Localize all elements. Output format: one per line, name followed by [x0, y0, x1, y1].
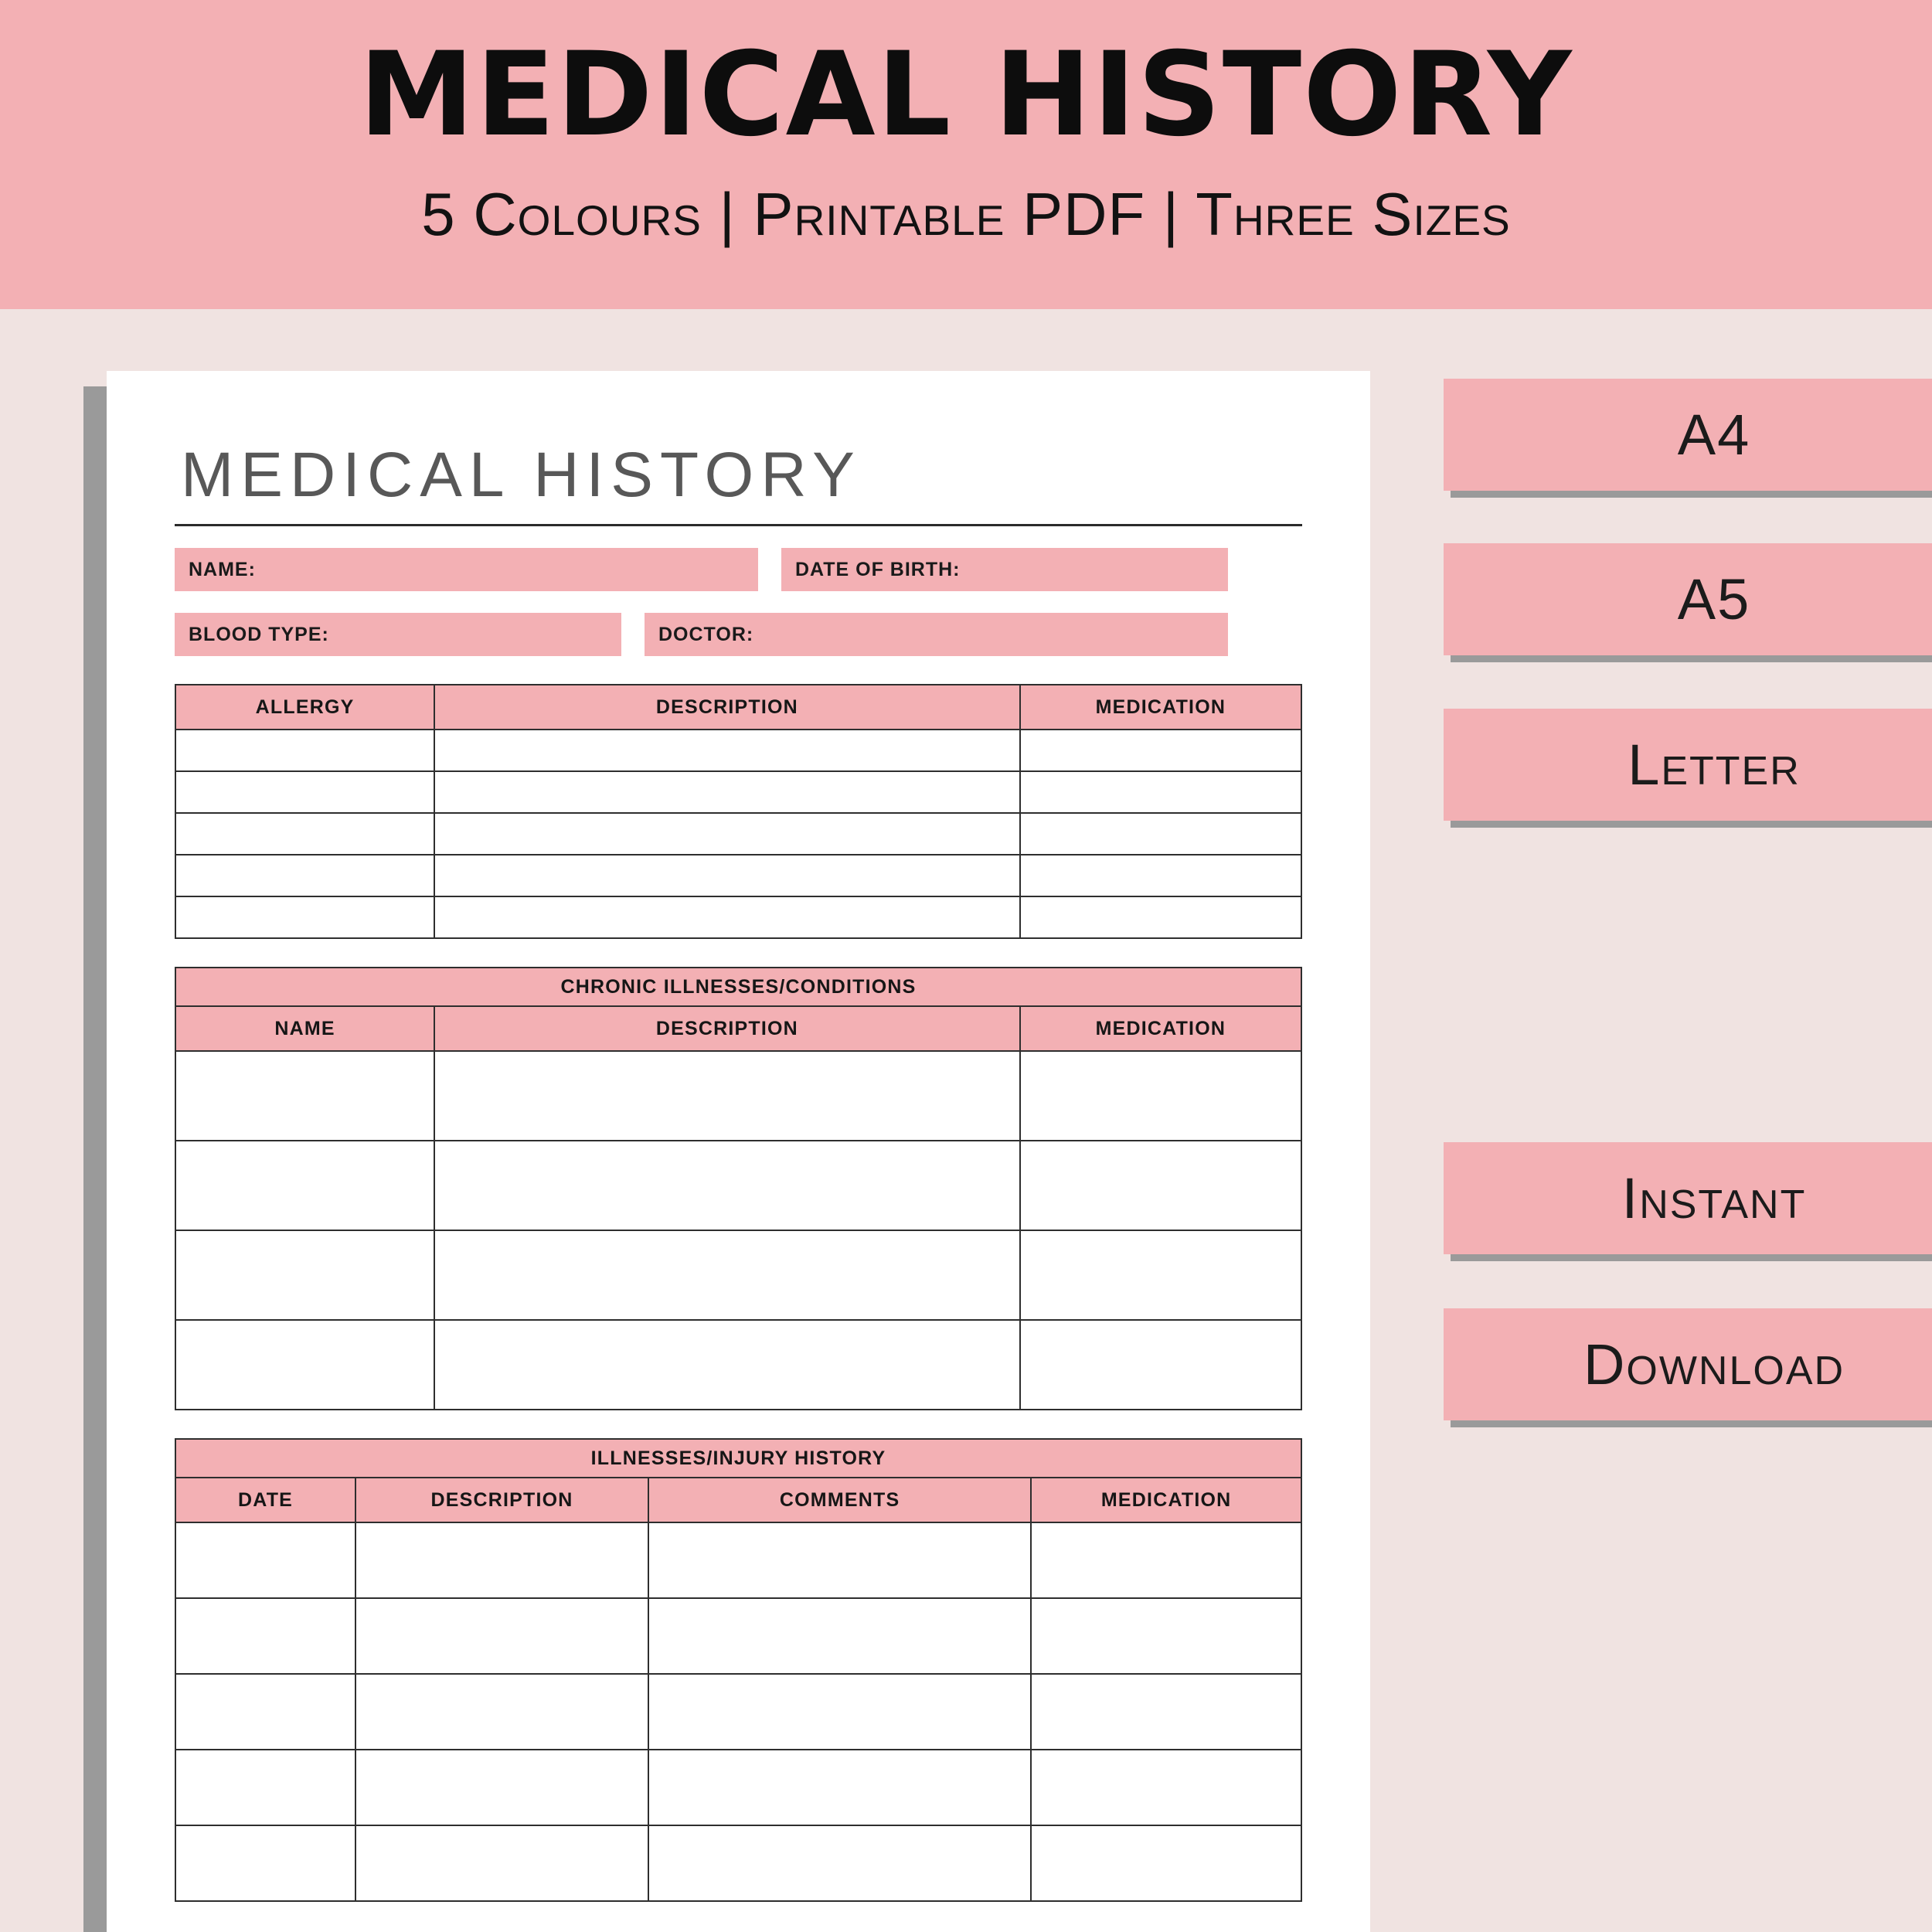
title-divider: [175, 524, 1302, 526]
cell[interactable]: [355, 1750, 648, 1825]
size-tag-a4[interactable]: A4: [1444, 379, 1932, 491]
cell[interactable]: [175, 813, 434, 855]
field-row-1: [175, 548, 1302, 591]
cell[interactable]: [434, 1141, 1020, 1230]
cell[interactable]: [175, 1320, 434, 1410]
cell[interactable]: [175, 730, 434, 771]
description-col-header: DESCRIPTION: [434, 685, 1020, 730]
table-row[interactable]: [175, 1674, 1301, 1750]
cell[interactable]: [175, 1522, 355, 1598]
cell[interactable]: [175, 1750, 355, 1825]
table-row[interactable]: [175, 1598, 1301, 1674]
table-row[interactable]: [175, 1750, 1301, 1825]
cell[interactable]: [175, 1051, 434, 1141]
table-row[interactable]: [175, 1320, 1301, 1410]
cell[interactable]: [1031, 1522, 1301, 1598]
cell[interactable]: [648, 1598, 1031, 1674]
date-of-birth-field[interactable]: DATE OF BIRTH:: [781, 548, 1228, 591]
description-col-header: DESCRIPTION: [434, 1006, 1020, 1051]
doctor-field[interactable]: DOCTOR:: [645, 613, 1228, 656]
chronic-illnesses-band: CHRONIC ILLNESSES/CONDITIONS: [175, 968, 1301, 1006]
cell[interactable]: [1020, 1141, 1301, 1230]
table-row[interactable]: [175, 730, 1301, 771]
cell[interactable]: [175, 1674, 355, 1750]
cell[interactable]: [355, 1825, 648, 1901]
table-band-row: [175, 968, 1301, 1006]
injury-history-band: ILLNESSES/INJURY HISTORY: [175, 1439, 1301, 1478]
cell[interactable]: [175, 855, 434, 896]
table-row[interactable]: [175, 896, 1301, 938]
table-header-row: [175, 685, 1301, 730]
table-row[interactable]: [175, 1522, 1301, 1598]
instant-tag[interactable]: Instant: [1444, 1142, 1932, 1254]
cell[interactable]: [434, 771, 1020, 813]
table-row[interactable]: [175, 1230, 1301, 1320]
name-col-header: NAME: [175, 1006, 434, 1051]
table-row[interactable]: [175, 813, 1301, 855]
cell[interactable]: [1031, 1825, 1301, 1901]
download-tag[interactable]: Download: [1444, 1308, 1932, 1420]
chronic-illnesses-table: [175, 967, 1302, 1410]
blood-type-field[interactable]: BLOOD TYPE:: [175, 613, 621, 656]
sheet-title: MEDICAL HISTORY: [181, 440, 862, 510]
cell[interactable]: [1020, 771, 1301, 813]
table-row[interactable]: [175, 1825, 1301, 1901]
banner-subtitle: 5 Colours | Printable PDF | Three Sizes: [421, 180, 1511, 248]
cell[interactable]: [1031, 1674, 1301, 1750]
allergy-col-header: ALLERGY: [175, 685, 434, 730]
cell[interactable]: [175, 771, 434, 813]
cell[interactable]: [434, 1320, 1020, 1410]
table-row[interactable]: [175, 855, 1301, 896]
cell[interactable]: [355, 1522, 648, 1598]
cell[interactable]: [175, 896, 434, 938]
medication-col-header: MEDICATION: [1020, 685, 1301, 730]
cell[interactable]: [1020, 1230, 1301, 1320]
cell[interactable]: [434, 813, 1020, 855]
date-col-header: DATE: [175, 1478, 355, 1522]
cell[interactable]: [648, 1750, 1031, 1825]
cell[interactable]: [434, 1230, 1020, 1320]
printable-sheet: [107, 371, 1370, 1932]
size-tag-letter[interactable]: Letter: [1444, 709, 1932, 821]
medication-col-header: MEDICATION: [1020, 1006, 1301, 1051]
cell[interactable]: [175, 1825, 355, 1901]
top-banner: [0, 0, 1932, 309]
cell[interactable]: [648, 1522, 1031, 1598]
allergy-table: [175, 684, 1302, 939]
cell[interactable]: [648, 1825, 1031, 1901]
injury-history-table: [175, 1438, 1302, 1902]
banner-title: MEDICAL HISTORY: [359, 28, 1573, 162]
table-header-row: [175, 1006, 1301, 1051]
cell[interactable]: [1020, 896, 1301, 938]
cell[interactable]: [1020, 1320, 1301, 1410]
cell[interactable]: [434, 1051, 1020, 1141]
cell[interactable]: [1020, 1051, 1301, 1141]
cell[interactable]: [434, 896, 1020, 938]
comments-col-header: COMMENTS: [648, 1478, 1031, 1522]
cell[interactable]: [175, 1598, 355, 1674]
table-row[interactable]: [175, 1051, 1301, 1141]
table-band-row: [175, 1439, 1301, 1478]
cell[interactable]: [1031, 1598, 1301, 1674]
cell[interactable]: [1020, 813, 1301, 855]
cell[interactable]: [355, 1674, 648, 1750]
table-row[interactable]: [175, 1141, 1301, 1230]
table-header-row: [175, 1478, 1301, 1522]
description-col-header: DESCRIPTION: [355, 1478, 648, 1522]
medication-col-header: MEDICATION: [1031, 1478, 1301, 1522]
cell[interactable]: [175, 1230, 434, 1320]
cell[interactable]: [434, 730, 1020, 771]
cell[interactable]: [1031, 1750, 1301, 1825]
name-field[interactable]: NAME:: [175, 548, 758, 591]
cell[interactable]: [1020, 730, 1301, 771]
cell[interactable]: [1020, 855, 1301, 896]
table-row[interactable]: [175, 771, 1301, 813]
cell[interactable]: [648, 1674, 1031, 1750]
cell[interactable]: [434, 855, 1020, 896]
cell[interactable]: [175, 1141, 434, 1230]
field-row-2: [175, 613, 1302, 656]
size-tag-a5[interactable]: A5: [1444, 543, 1932, 655]
cell[interactable]: [355, 1598, 648, 1674]
